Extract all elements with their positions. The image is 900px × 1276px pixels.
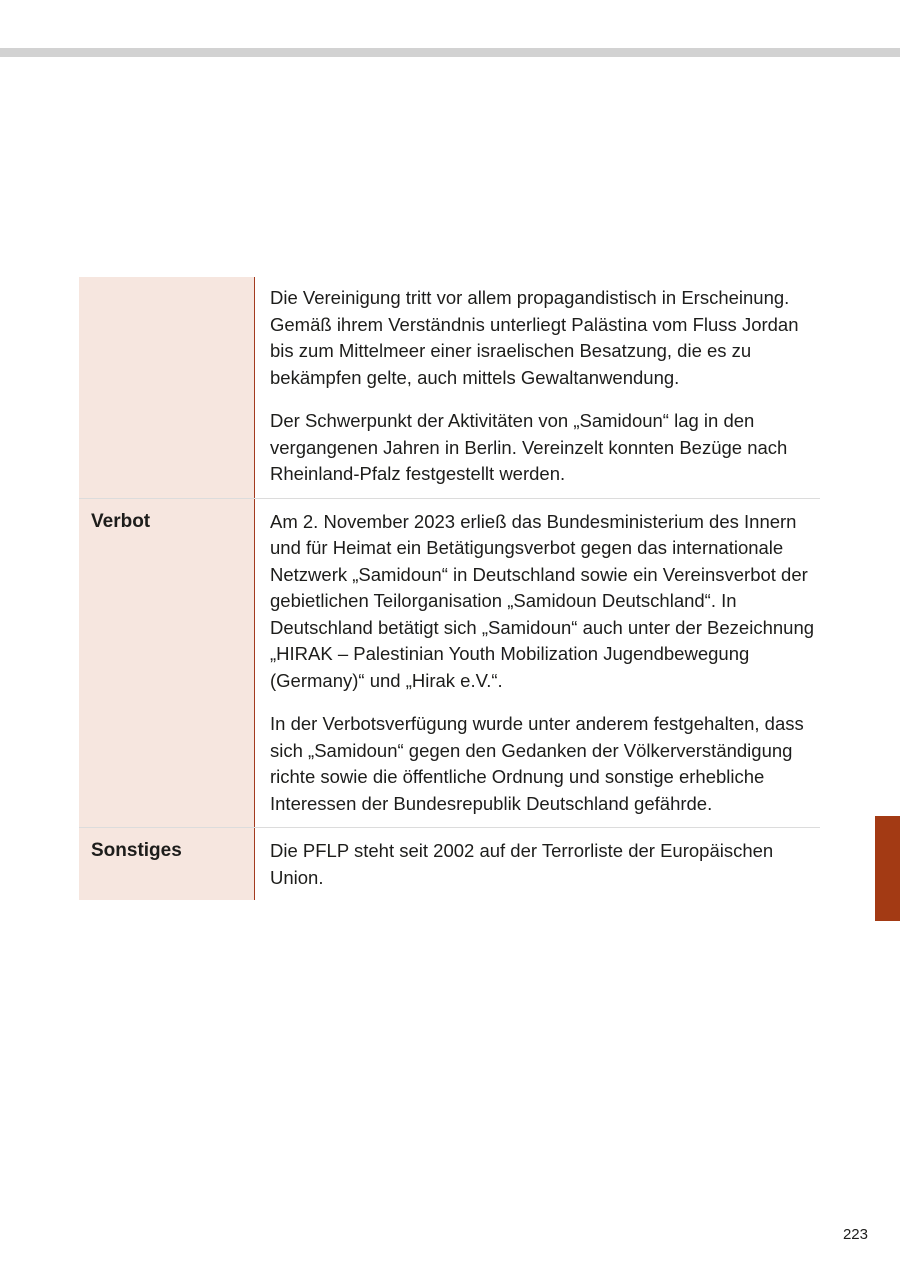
paragraph: In der Verbotsverfügung wurde unter anderem festgehalten, dass sich „Samidoun“ gegen den Gedanken der Völkerverständigung richte sowie die öffentliche Ordnung und sonstige erhebliche Interessen der Bundesrepublik Deutschland gefährde. [270, 713, 804, 814]
page-number: 223 [842, 1226, 868, 1243]
chapter-tab-marker [875, 816, 900, 921]
row-content [255, 828, 820, 900]
row-label: Verbot [79, 499, 255, 828]
row-label: Sonstiges [79, 828, 255, 900]
table-row [79, 828, 820, 900]
row-content [255, 499, 820, 828]
table-row [79, 277, 820, 499]
row-content [255, 277, 820, 498]
top-rule [0, 48, 900, 57]
paragraph: Die Vereinigung tritt vor allem propagandistisch in Erscheinung. Gemäß ihrem Verständnis unterliegt Palästina vom Fluss Jordan bis zum Mittelmeer einer israelischen Besatzung, die es zu bekämpfen gelte, auch mittels Gewaltanwendung. [270, 287, 799, 388]
info-table [79, 277, 820, 900]
row-label [79, 277, 255, 498]
paragraph: Am 2. November 2023 erließ das Bundesministerium des Innern und für Heimat ein Betätigungsverbot gegen das internationale Netzwerk „Samidoun“ in Deutschland sowie ein Vereinsverbot der gebietlichen Teilorganisation „Samidoun Deutschland“. In Deutschland betätigt sich „Samidoun“ auch unter der Bezeichnung „HIRAK – Palestinian Youth Mobilization Jugendbewegung (Germany)“ und „Hirak e.V.“. [270, 510, 815, 691]
paragraph: Die PFLP steht seit 2002 auf der Terrorliste der Europäischen Union. [270, 840, 774, 888]
paragraph: Der Schwerpunkt der Aktivitäten von „Samidoun“ lag in den vergangenen Jahren in Berlin. Vereinzelt konnten Bezüge nach Rheinland-Pfalz festgestellt werden. [270, 410, 788, 484]
table-row [79, 499, 820, 829]
